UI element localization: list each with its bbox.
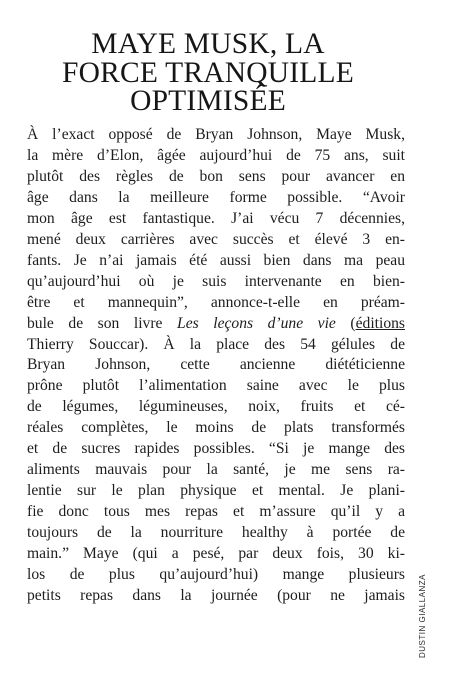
body-line: À l’exact opposé de Bryan Johnson, Maye Musk, bbox=[27, 126, 405, 143]
body-line: plutôt des règles de bon sens pour avancer en bbox=[27, 167, 405, 185]
body-line: la mère d’Elon, âgée aujourd’hui de 75 ans, suit bbox=[27, 146, 405, 164]
body-line: Thierry Souccar). À la place des 54 gélules de bbox=[27, 335, 405, 353]
body-line: main.” Maye (qui a pesé, par deux fois, 30 ki- bbox=[27, 545, 405, 563]
body-line: réales complètes, le moins de plats transformés bbox=[27, 419, 405, 437]
article-body bbox=[27, 125, 405, 607]
body-line: fie donc tous mes repas et m’assure qu’il y a bbox=[27, 503, 405, 521]
body-line: et de sucres rapides possibles. “Si je mange des bbox=[27, 440, 405, 458]
photo-credit: DUSTIN GIALLANZA bbox=[418, 573, 427, 658]
headline-line: OPTIMISÉE bbox=[130, 85, 286, 117]
headline-line: MAYE MUSK, LA bbox=[91, 28, 325, 60]
body-line: âge dans la meilleure forme possible. “Avoir bbox=[27, 188, 405, 206]
book-title: Les leçons d’une vie bbox=[177, 314, 336, 332]
body-line: los de plus qu’aujourd’hui) mange plusieurs bbox=[27, 566, 405, 584]
body-line-book: bule de son livre Les leçons d’une vie (éditions bbox=[27, 314, 405, 332]
body-line: Bryan Johnson, cette ancienne diététicienne bbox=[27, 356, 405, 374]
body-line: petits repas dans la journée (pour ne jamais bbox=[27, 586, 405, 604]
article-headline bbox=[40, 30, 376, 116]
body-line: toujours de la nourriture healthy à portée de bbox=[27, 524, 405, 542]
body-line: mon âge est fantastique. J’ai vécu 7 décennies, bbox=[27, 209, 405, 227]
headline-line: FORCE TRANQUILLE bbox=[62, 56, 354, 89]
book-intro-text: bule de son livre bbox=[27, 314, 178, 332]
body-line: qu’aujourd’hui où je suis intervenante en bien- bbox=[27, 272, 405, 290]
body-line: être et mannequin”, annonce-t-elle en préam- bbox=[27, 293, 405, 311]
body-line: de légumes, légumineuses, noix, fruits et cé- bbox=[27, 398, 405, 416]
publisher-link[interactable]: éditions bbox=[355, 314, 405, 332]
body-line: lentie sur le plan physique et mental. Je plani- bbox=[27, 482, 405, 500]
body-line: aliments mauvais pour la santé, je me sens ra- bbox=[27, 461, 405, 479]
body-line: prône plutôt l’alimentation saine avec le plus bbox=[27, 377, 405, 395]
body-line: fants. Je n’ai jamais été aussi bien dans ma peau bbox=[27, 251, 405, 269]
body-line: mené deux carrières avec succès et élevé 3 en- bbox=[27, 230, 405, 248]
